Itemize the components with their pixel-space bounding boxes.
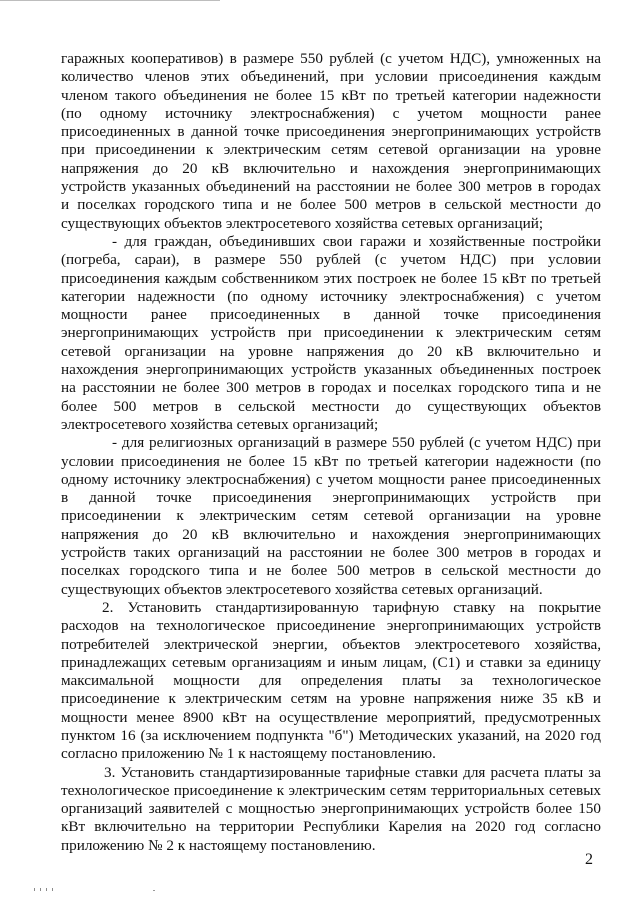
text-line: - для религиозных организаций в размере 550 рублей (с учетом НДС) при [112,434,601,452]
text-line: пунктом 16 (за исключением подпункта "б") Методических указаний, на 2020 год [61,726,601,744]
text-line: мощности ранее присоединенных в данной точке присоединения [61,306,601,324]
text-line: членом такого объединения не более 15 кВт по третьей категории надежности [61,86,601,104]
text-line: устройств таких организаций на расстоянии не более 300 метров в городах и [61,544,601,562]
text-line: условии присоединения не более 15 кВт по третьей категории надежности (по [61,452,601,470]
text-line: принадлежащих сетевым организациям и иным лицам, (С1) и ставки за единицу [61,653,601,671]
text-line: напряжения до 20 кВ включительно и нахождения энергопринимающих [61,159,601,177]
text-line: 3. Установить стандартизированные тарифные ставки для расчета платы за [104,763,601,781]
text-line: (погреба, сараи), в размере 550 рублей (с учетом НДС) при условии [61,251,601,269]
text-line: электросетевого хозяйства сетевых организаций; [61,415,379,433]
text-line: в данной точке присоединения энергопринимающих устройств при [61,489,601,507]
text-line: (по одному источнику электроснабжения) с учетом мощности ранее [61,104,601,122]
text-line: присоединении к электрическим сетям сетевой организации на уровне [61,507,601,525]
text-line: более 500 метров в сельской местности до существующих объектов [61,397,601,415]
text-line: энергопринимающих устройств при присоединении к электрическим сетям [61,324,601,342]
text-line: максимальной мощности для определения платы за технологическое [61,672,601,690]
text-line: напряжения до 20 кВ включительно и нахождения энергопринимающих [61,525,601,543]
text-line: - для граждан, объединивших свои гаражи и хозяйственные постройки [112,232,601,250]
text-line: сетевой организации на уровне напряжения до 20 кВ включительно и [61,342,601,360]
text-line: устройств указанных объединений на расстоянии не более 300 метров в городах [61,178,601,196]
text-line: гаражных кооперативов) в размере 550 рублей (с учетом НДС), умноженных на [61,50,601,67]
text-line: присоединенных в данной точке присоединения энергопринимающих устройств [61,123,601,141]
text-line: 2. Установить стандартизированную тарифную ставку на покрытие [102,598,601,616]
page-number: 2 [585,851,593,868]
text-line: категории надежности (по одному источнику электроснабжения) с учетом [61,287,601,305]
scan-noise-marks [32,883,182,893]
text-line: присоединение к электрическим сетям на уровне напряжения ниже 35 кВ и [61,690,601,708]
text-line: на расстоянии не более 300 метров в городах и поселках городского типа и не [61,379,601,397]
scan-edge-line [0,0,220,1]
text-line: расходов на технологическое присоединение энергопринимающих устройств [61,617,601,635]
text-line: организаций заявителей с мощностью энергопринимающих устройств более 150 [61,800,601,818]
text-line: приложению № 2 к настоящему постановлению. [61,836,376,854]
document-page [61,50,601,855]
text-line: присоединения каждым собственником этих построек не более 15 кВт по третьей [61,269,601,287]
text-line: и поселках городского типа и не более 500 метров в сельской местности до [61,196,601,214]
text-line: нахождения энергопринимающих устройств указанных объединенных построек [61,361,601,379]
text-line: технологическое присоединение к электрическим сетям территориальных сетевых [61,781,601,799]
text-line: кВт включительно на территории Республики Карелия на 2020 год согласно [61,818,601,836]
text-line: согласно приложению № 1 к настоящему постановлению. [61,745,436,763]
text-line: существующих объектов электросетевого хозяйства сетевых организаций; [61,214,544,232]
text-line: мощности менее 8900 кВт на осуществление мероприятий, предусмотренных [61,708,601,726]
text-line: количество членов этих объединений, при условии присоединения каждым [61,68,601,86]
text-line: одному источнику электроснабжения) с учетом мощности ранее присоединенных [61,470,601,488]
text-line: при присоединении к электрическим сетям сетевой организации на уровне [61,141,601,159]
text-line: поселках городского типа и не более 500 метров в сельской местности до [61,562,601,580]
text-line: потребителей электрической энергии, объектов электросетевого хозяйства, [61,635,601,653]
text-line: существующих объектов электросетевого хозяйства сетевых организаций. [61,580,543,598]
